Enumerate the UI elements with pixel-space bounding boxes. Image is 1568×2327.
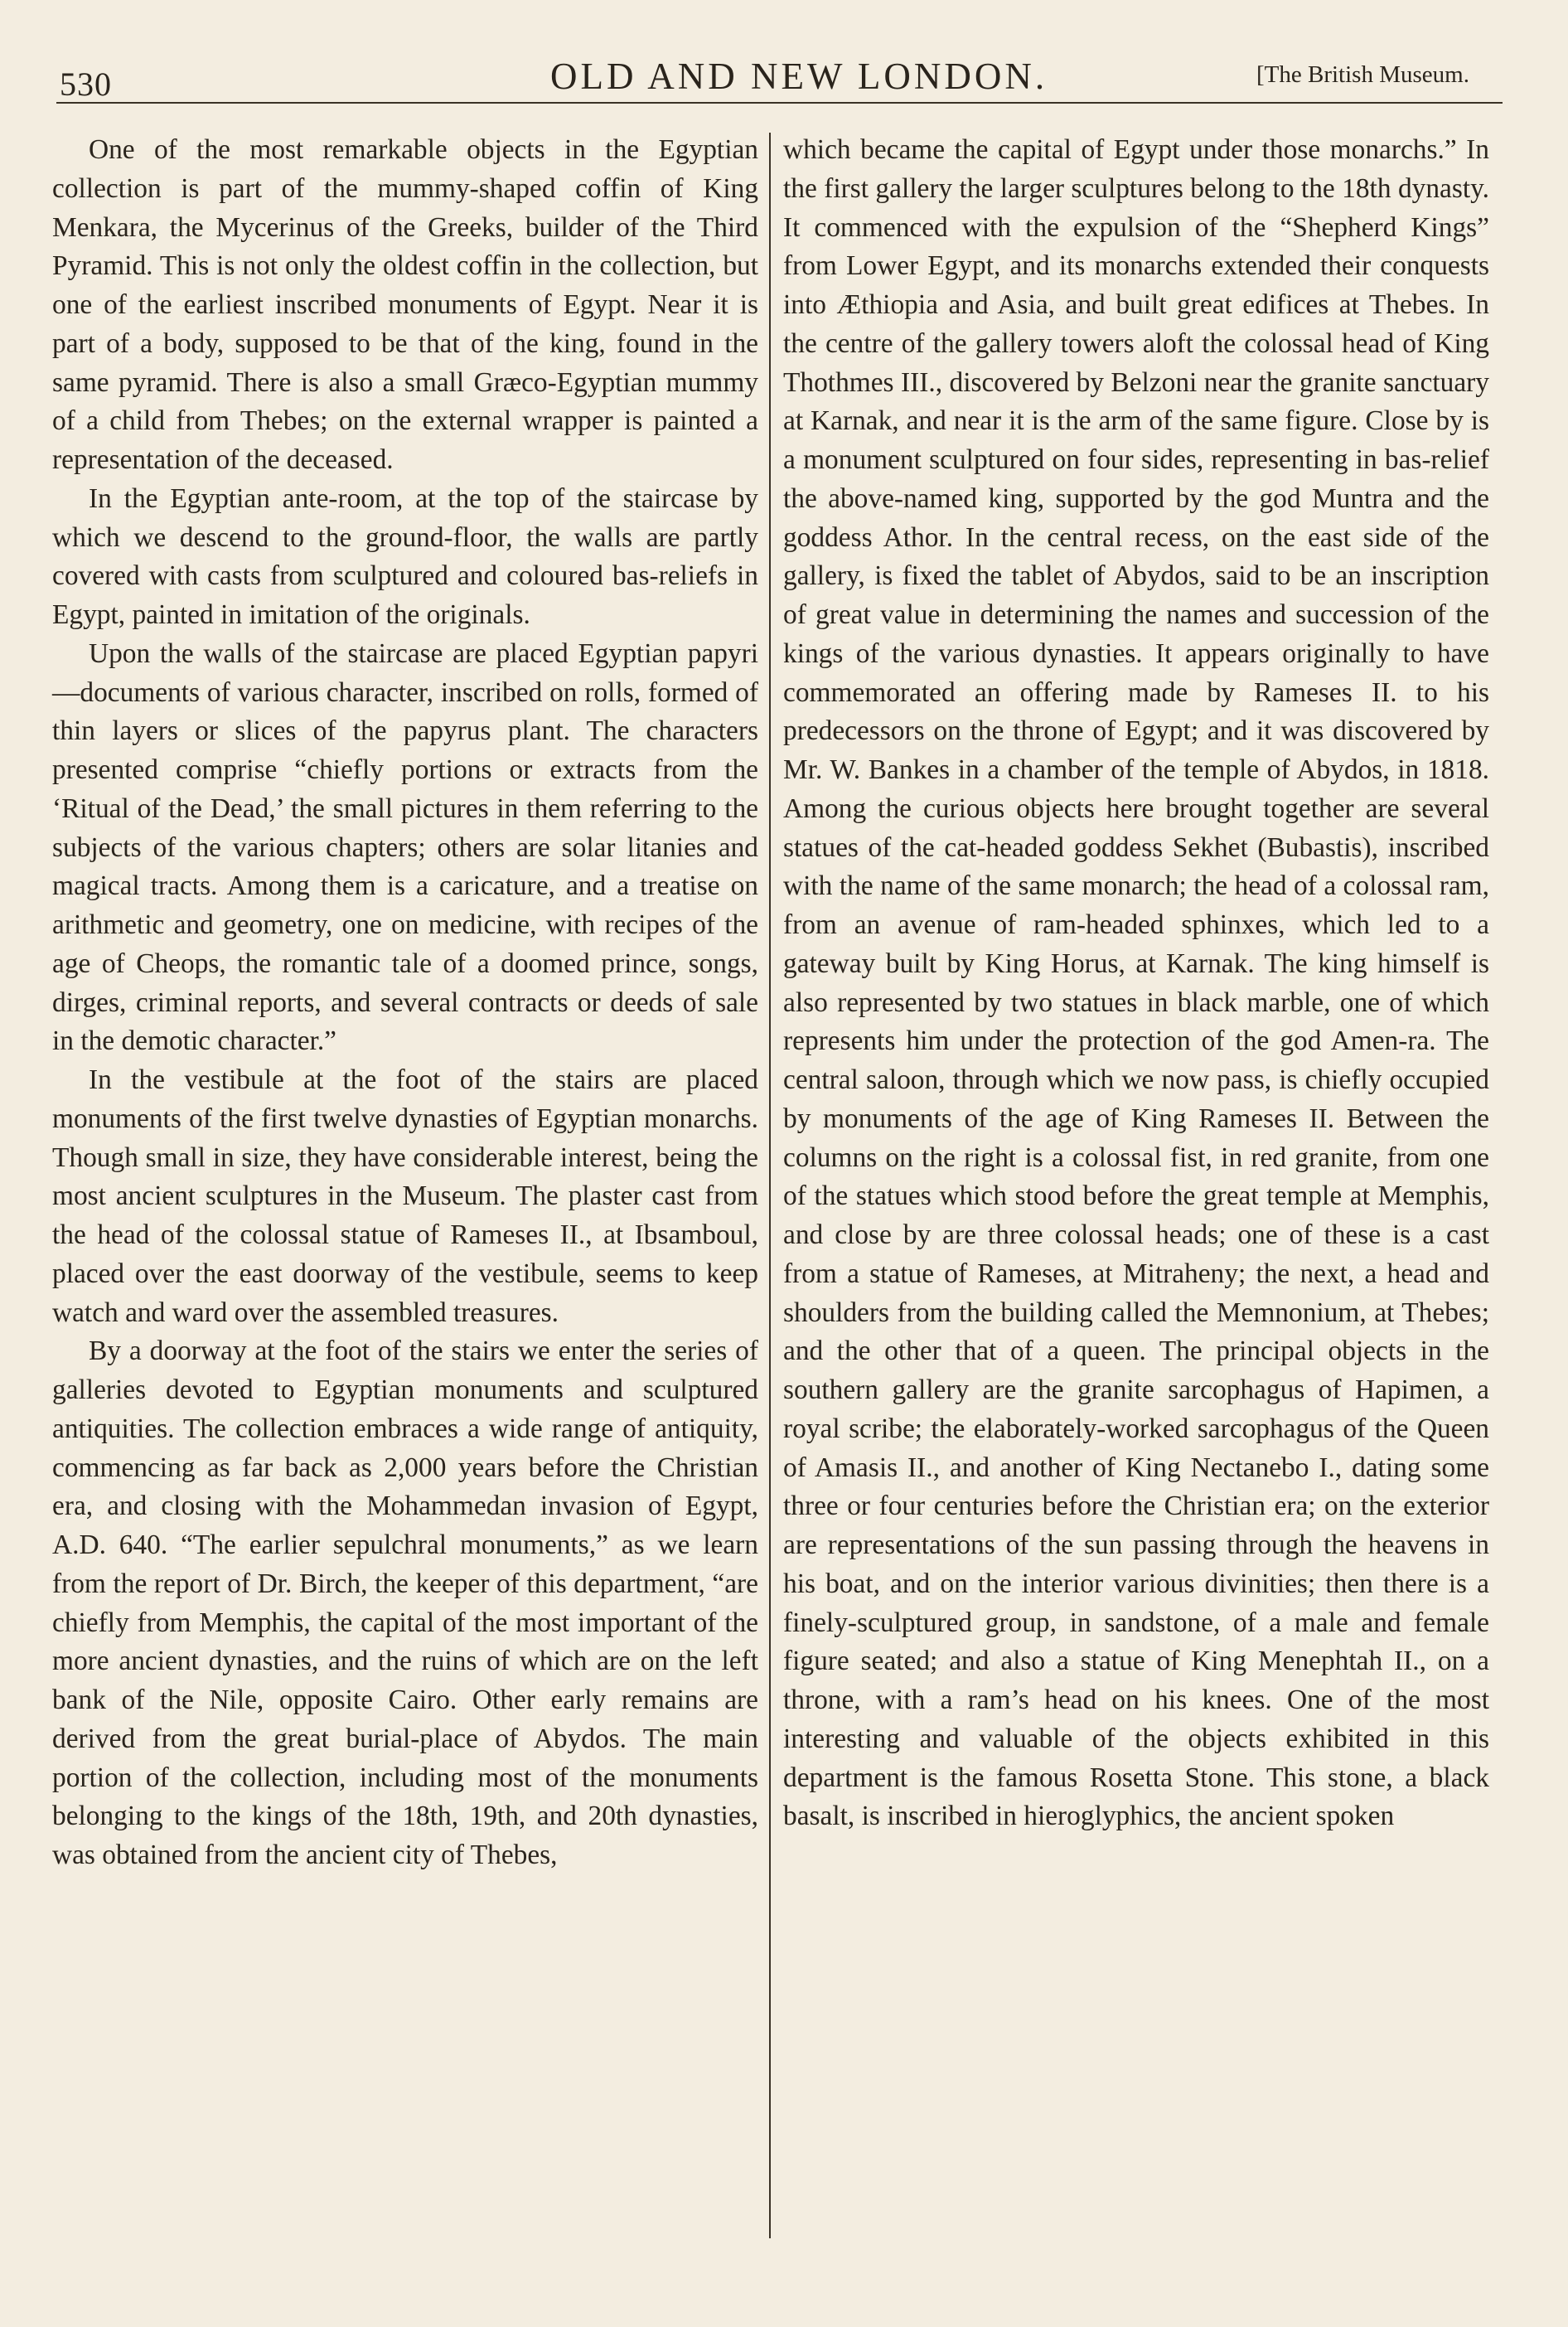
page-number: 530 bbox=[60, 65, 112, 103]
paragraph: In the vestibule at the foot of the stairs are placed monuments of the first twelve dynasties of Egyptian monarchs. Though small in size, they have considerable interest, being the most ancient sculptures in the Museum. The plaster cast from the head of the colossal statue of Rameses II., at Ibsamboul, placed over the east doorway of the vestibule, seems to keep watch and ward over the assembled treasures. bbox=[52, 1064, 758, 1328]
header-rule bbox=[56, 102, 1503, 104]
paragraph: One of the most remarkable objects in the Egyptian collection is part of the mummy-shaped coffin of King Menkara, the Mycerinus of the Greeks, builder of the Third Pyramid. This is not only the oldest coffin in the collection, but one of the earliest inscribed monuments of Egypt. Near it is part of a body, supposed to be that of the king, found in the same pyramid. There is also a small Græco-Egyptian mummy of a child from Thebes; on the external wrapper is painted a representation of the deceased. bbox=[52, 134, 758, 475]
right-column bbox=[783, 131, 1489, 1836]
paragraph: Upon the walls of the staircase are placed Egyptian papyri—documents of various character, inscribed on rolls, formed of thin layers or slices of the papyrus plant. The characters presented comprise “chiefly portions or extracts from the ‘Ritual of the Dead,’ the small pictures in them referring to the subjects of the various chapters; others are solar litanies and magical tracts. Among them is a caricature, and a treatise on arithmetic and geometry, one on medicine, with recipes of the age of Cheops, the romantic tale of a doomed prince, songs, dirges, criminal reports, and several contracts or deeds of sale in the demotic character.” bbox=[52, 638, 758, 1057]
paragraph: By a doorway at the foot of the stairs we enter the series of galleries devoted to Egyptian monuments and sculptured antiquities. The collection embraces a wide range of antiquity, commencing as far back as 2,000 years before the Christian era, and closing with the Mohammedan invasion of Egypt, A.D. 640. “The earlier sepulchral monuments,” as we learn from the report of Dr. Birch, the keeper of this department, “are chiefly from Memphis, the capital of the most important of the more ancient dynasties, and the ruins of which are on the left bank of the Nile, opposite Cairo. Other early remains are derived from the great burial-place of Abydos. The main portion of the collection, including most of the monuments belonging to the kings of the 18th, 19th, and 20th dynasties, was obtained from the ancient city of Thebes, bbox=[52, 1336, 758, 1870]
column-divider bbox=[769, 133, 771, 2238]
paragraph: which became the capital of Egypt under those monarchs.” In the first gallery the larger sculptures belong to the 18th dynasty. It commenced with the expulsion of the “Shepherd Kings” from Lower Egypt, and its monarchs extended their conquests into Æthiopia and Asia, and built great edifices at Thebes. In the centre of the gallery towers aloft the colossal head of King Thothmes III., discovered by Belzoni near the granite sanctuary at Karnak, and near it is the arm of the same figure. Close by is a monument sculptured on four sides, representing in bas-relief the above-named king, supported by the god Muntra and the goddess Athor. In the central recess, on the east side of the gallery, is fixed the tablet of Abydos, said to be an inscription of great value in determining the names and succession of the kings of the various dynasties. It appears originally to have commemorated an offering made by Rameses II. to his predecessors on the throne of Egypt; and it was discovered by Mr. W. Bankes in a chamber of the temple of Abydos, in 1818. Among the curious objects here brought together are several statues of the cat-headed goddess Sekhet (Bubastis), inscribed with the name of the same monarch; the head of a colossal ram, from an avenue of ram-headed sphinxes, which led to a gateway built by King Horus, at Karnak. The king himself is also represented by two statues in black marble, one of which represents him under the protection of the god Amen-ra. The central saloon, through which we now pass, is chiefly occupied by monuments of the age of King Rameses II. Between the columns on the right is a colossal fist, in red granite, from one of the statues which stood before the great temple at Memphis, and close by are three colossal heads; one of these is a cast from a statue of Rameses, at Mitraheny; the next, a head and shoulders from the building called the Memnonium, at Thebes; and the other that of a queen. The principal objects in the southern gallery are the granite sarcophagus of Hapimen, a royal scribe; the elaborately-worked sarcophagus of the Queen of Amasis II., and another of King Nectanebo I., dating some three or four centuries before the Christian era; on the exterior are representations of the sun passing through the heavens in his boat, and on the interior various divinities; then there is a finely-sculptured group, in sandstone, of a male and female figure seated; and also a statue of King Menephtah II., on a throne, with a ram’s head on his knees. One of the most interesting and valuable of the objects exhibited in this department is the famous Rosetta Stone. This stone, a black basalt, is inscribed in hieroglyphics, the ancient spoken bbox=[783, 134, 1489, 1832]
paragraph: In the Egyptian ante-room, at the top of the staircase by which we descend to the ground-floor, the walls are partly covered with casts from sculptured and coloured bas-reliefs in Egypt, painted in imitation of the originals. bbox=[52, 482, 758, 630]
left-column bbox=[52, 131, 758, 1875]
running-title: OLD AND NEW LONDON. bbox=[550, 56, 1048, 97]
section-label: [The British Museum. bbox=[1256, 61, 1469, 88]
